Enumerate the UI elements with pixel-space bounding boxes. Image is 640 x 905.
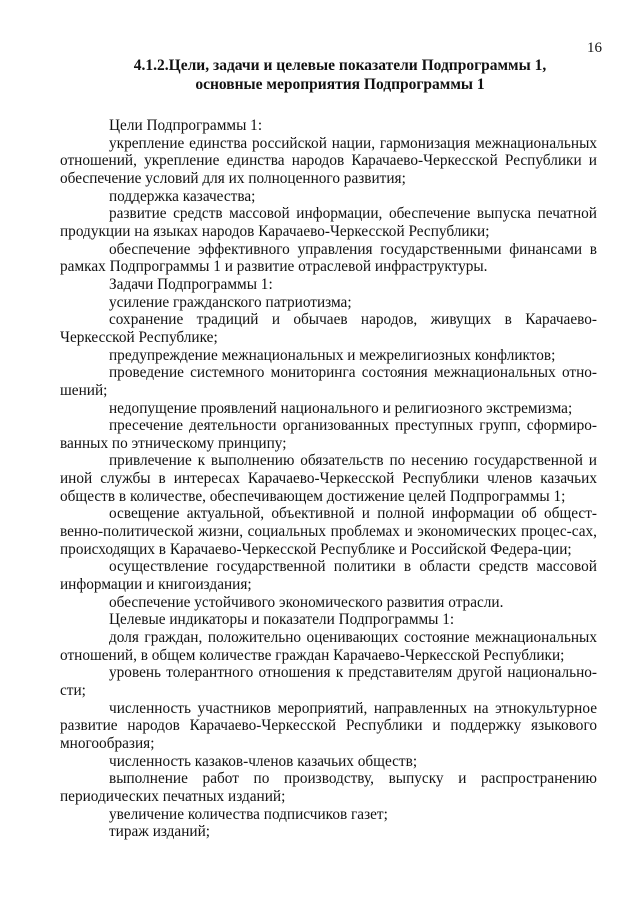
- paragraph-goal-finance: обеспечение эффективного управления государственными финансами в рамках Подпрограммы 1 и развитие отраслевой инфраструктуры.: [60, 240, 597, 276]
- paragraph-indicator-tolerance: уровень толерантного отношения к представителям другой национально-сти;: [60, 664, 597, 699]
- paragraph-task-criminal-groups: пресечение деятельности организованных преступных групп, сформиро-ванных по этническому принципу;: [60, 417, 597, 452]
- paragraph-indicator-periodicals: выполнение работ по производству, выпуску и распространению периодических печатных изданий;: [60, 770, 597, 805]
- paragraph-indicator-cossacks-count: численность казаков-членов казачьих обществ;: [109, 752, 418, 770]
- paragraph-task-traditions: сохранение традиций и обычаев народов, живущих в Карачаево-Черкесской Республике;: [60, 311, 597, 346]
- paragraph-task-monitoring: проведение системного мониторинга состояния межнациональных отно-шений;: [60, 364, 597, 399]
- paragraph-goals-label: Цели Подпрограммы 1:: [109, 117, 263, 134]
- paragraph-indicators-label: Целевые индикаторы и показатели Подпрограммы 1:: [109, 611, 455, 629]
- paragraph-indicator-circulation: тираж изданий;: [109, 823, 211, 841]
- paragraph-task-economy: обеспечение устойчивого экономического развития отрасли.: [109, 593, 504, 611]
- document-body: [60, 117, 597, 841]
- paragraph-goal-cossacks: поддержка казачества;: [109, 187, 256, 205]
- paragraph-goal-media: развитие средств массовой информации, обеспечение выпуска печатной продукции на языках народов Карачаево-Черкесской Республики;: [60, 205, 597, 240]
- section-heading-line-1: 4.1.2.Цели, задачи и целевые показатели Подпрограммы 1,: [133, 57, 547, 74]
- paragraph-task-information: освещение актуальной, объективной и полной информации об общест-венно-политической жизни, социальных проблемах и экономических процес-сах, происходящих в Карачаево-Черкесской Республике и Российской Федера-ции;: [60, 505, 597, 558]
- section-heading: [60, 56, 620, 94]
- page-number: 16: [587, 40, 602, 56]
- paragraph-indicator-participants: численность участников мероприятий, направленных на этнокультурное развитие народов Карачаево-Черкесской Республики и поддержку языкового многообразия;: [60, 699, 597, 752]
- paragraph-task-conflicts: предупреждение межнациональных и межрелигиозных конфликтов;: [109, 346, 556, 364]
- paragraph-task-media-policy: осуществление государственной политики в области средств массовой информации и книгоиздания;: [60, 558, 597, 594]
- paragraph-task-service: привлечение к выполнению обязательств по несению государственной и иной службы в интересах Карачаево-Черкесской Республики членов казачьих обществ в количестве, обеспечивающем достижение целей Подпрограммы 1;: [60, 452, 597, 505]
- paragraph-task-patriotism: усиление гражданского патриотизма;: [109, 293, 352, 311]
- paragraph-goal-unity: укрепление единства российской нации, гармонизация межнациональных отношений, укрепление единства народов Карачаево-Черкесской Республики и обеспечение условий для их полноценного развития;: [60, 134, 597, 187]
- paragraph-indicator-subscribers: увеличение количества подписчиков газет;: [109, 805, 388, 823]
- paragraph-task-extremism: недопущение проявлений национального и религиозного экстремизма;: [109, 399, 573, 417]
- paragraph-indicator-citizens-share: доля граждан, положительно оценивающих состояние межнациональных отношений, в общем количестве граждан Карачаево-Черкесской Республики;: [60, 629, 597, 664]
- paragraph-tasks-label: Задачи Подпрограммы 1:: [109, 275, 273, 293]
- section-heading-line-2: основные мероприятия Подпрограммы 1: [195, 76, 485, 93]
